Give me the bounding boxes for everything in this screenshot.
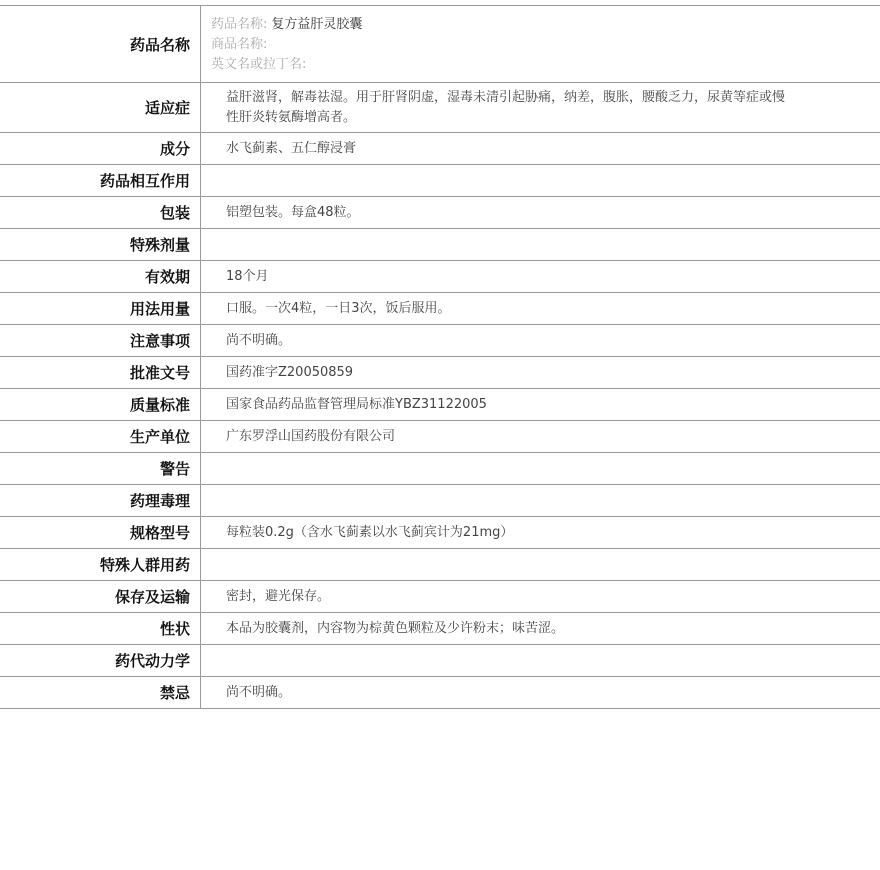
spec-value: 每粒装0.2g（含水飞蓟素以水飞蓟宾计为21mg）: [226, 524, 514, 540]
spec-row-interactions: [0, 165, 880, 197]
spec-row-packaging: [0, 197, 880, 229]
spec-key: 特殊人群用药: [0, 549, 201, 581]
spec-value: 国药准字Z20050859: [226, 364, 354, 380]
spec-row-precautions: [0, 325, 880, 357]
spec-value: [201, 645, 880, 677]
spec-value: 18个月: [226, 268, 269, 284]
spec-row-storage: [0, 581, 880, 613]
spec-value: 水飞蓟素、五仁醇浸膏: [226, 140, 357, 156]
spec-row-special-dosage: [0, 229, 880, 261]
spec-key: 性状: [0, 613, 201, 645]
spec-key: 包装: [0, 197, 201, 229]
spec-value: 尚不明确。: [226, 684, 292, 700]
trade-name-line: [211, 35, 880, 55]
spec-key: 生产单位: [0, 421, 201, 453]
spec-row-special-populations: [0, 549, 880, 581]
drug-names-cell: [201, 6, 880, 83]
spec-value: [201, 229, 880, 261]
spec-key: 用法用量: [0, 293, 201, 325]
latin-name-line: [211, 55, 880, 75]
spec-key: 有效期: [0, 261, 201, 293]
spec-key: 批准文号: [0, 357, 201, 389]
spec-key: 适应症: [0, 83, 201, 133]
spec-value: [201, 83, 880, 133]
trade-name-label: 商品名称:: [211, 37, 268, 52]
spec-row-dosage: [0, 293, 880, 325]
spec-value: 口服。一次4粒，一日3次，饭后服用。: [226, 300, 451, 316]
spec-key: 药理毒理: [0, 485, 201, 517]
spec-key: 规格型号: [0, 517, 201, 549]
spec-value: 广东罗浮山国药股份有限公司: [226, 428, 396, 444]
spec-key: 注意事项: [0, 325, 201, 357]
spec-row-shelf-life: [0, 261, 880, 293]
spec-key: 药品相互作用: [0, 165, 201, 197]
spec-value: 尚不明确。: [226, 332, 292, 348]
spec-value: [201, 549, 880, 581]
spec-row-approval-number: [0, 357, 880, 389]
spec-value: [201, 485, 880, 517]
spec-value: 国家食品药品监督管理局标准YBZ31122005: [226, 396, 487, 412]
spec-row-specification: [0, 517, 880, 549]
spec-row-ingredients: [0, 133, 880, 165]
spec-row-pharmacokinetics: [0, 645, 880, 677]
spec-value: 本品为胶囊剂，内容物为棕黄色颗粒及少许粉末；味苦涩。: [226, 620, 565, 636]
spec-value: [201, 453, 880, 485]
spec-key: 成分: [0, 133, 201, 165]
spec-value: 铝塑包装。每盒48粒。: [226, 204, 360, 220]
spec-row-manufacturer: [0, 421, 880, 453]
spec-row-description: [0, 613, 880, 645]
generic-name-value: 复方益肝灵胶囊: [271, 17, 363, 32]
spec-key: 保存及运输: [0, 581, 201, 613]
spec-key: 药代动力学: [0, 645, 201, 677]
spec-key: 特殊剂量: [0, 229, 201, 261]
drug-spec-table: [0, 5, 880, 709]
spec-value: [201, 165, 880, 197]
indications-text: 益肝滋肾，解毒祛湿。用于肝肾阴虚，湿毒未清引起胁痛，纳差，腹胀，腰酸乏力，尿黄等症或慢性肝炎转氨酶增高者。: [226, 89, 786, 125]
spec-row-warning: [0, 453, 880, 485]
spec-row-pharmacology: [0, 485, 880, 517]
spec-key: 禁忌: [0, 677, 201, 709]
spec-row-drug-name: [0, 6, 880, 83]
spec-value: 密封，避光保存。: [226, 588, 331, 604]
generic-name-label: 药品名称:: [211, 17, 268, 32]
generic-name-line: [211, 15, 880, 35]
spec-key: 质量标准: [0, 389, 201, 421]
spec-key: 药品名称: [0, 6, 201, 83]
spec-row-indications: [0, 83, 880, 133]
spec-row-quality-standard: [0, 389, 880, 421]
latin-name-label: 英文名或拉丁名:: [211, 57, 307, 72]
spec-key: 警告: [0, 453, 201, 485]
spec-row-contraindications: [0, 677, 880, 709]
